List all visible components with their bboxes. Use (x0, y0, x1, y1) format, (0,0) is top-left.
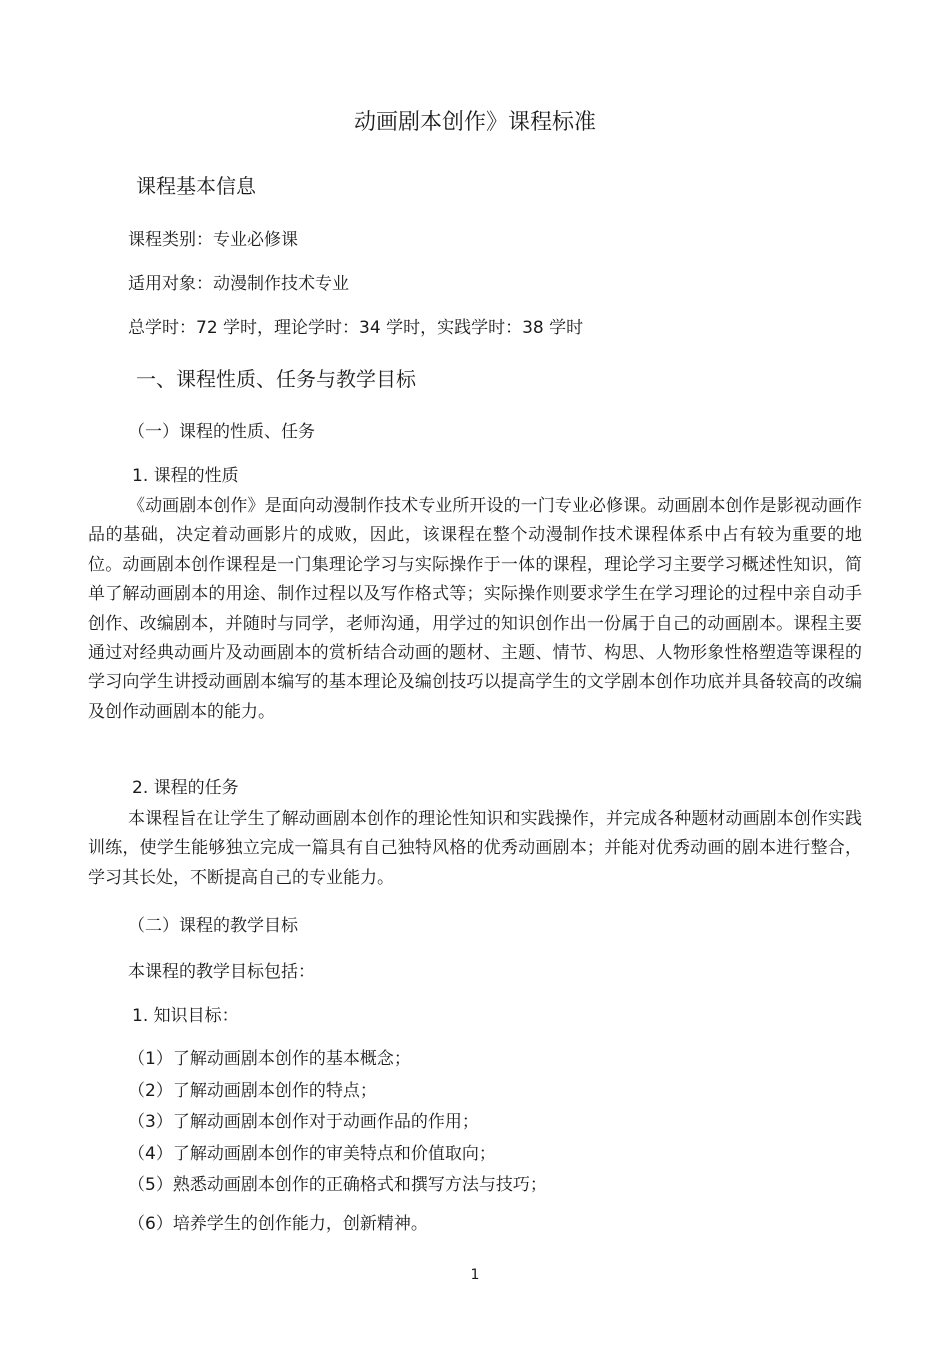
paragraph-course-task: 本课程旨在让学生了解动画剧本创作的理论性知识和实践操作，并完成各种题材动画剧本创作实践训练，使学生能够独立完成一篇具有自己独特风格的优秀动画剧本；并能对优秀动画的剧本进行整合，学习其长处，不断提高自己的专业能力。 (88, 809, 862, 888)
item-label-task: 2. 课程的任务 (132, 778, 239, 798)
page-number: 1 (470, 1267, 480, 1283)
goal-item: （5）熟悉动画剧本创作的正确格式和撰写方法与技巧； (128, 1175, 547, 1195)
document-title: 动画剧本创作》课程标准 (353, 110, 596, 135)
goal-item: （2）了解动画剧本创作的特点； (128, 1081, 377, 1101)
paragraph-course-nature: 《动画剧本创作》是面向动漫制作技术专业所开设的一门专业必修课。动画剧本创作是影视动画作品的基础，决定着动画影片的成败，因此，该课程在整个动漫制作技术课程体系中占有较为重要的地位。动画剧本创作课程是一门集理论学习与实际操作于一体的课程，理论学习主要学习概述性知识，简单了解动画剧本的用途、制作过程以及写作格式等；实际操作则要求学生在学习理论的过程中亲自动手创作、改编剧本，并随时与同学，老师沟通，用学过的知识创作出一份属于自己的动画剧本。课程主要通过对经典动画片及动画剧本的赏析结合动画的题材、主题、情节、构思、人物形象性格塑造等课程的学习向学生讲授动画剧本编写的基本理论及编创技巧以提高学生的文学剧本创作功底并具备较高的改编及创作动画剧本的能力。 (88, 496, 862, 722)
course-category: 课程类别：专业必修课 (128, 230, 298, 250)
goals-intro: 本课程的教学目标包括： (128, 962, 315, 982)
total-hours: 总学时：72 学时，理论学时：34 学时，实践学时：38 学时 (128, 318, 584, 338)
subsection-heading-2: （二）课程的教学目标 (128, 916, 298, 936)
basic-info-heading: 课程基本信息 (136, 174, 256, 198)
section-heading-1: 一、课程性质、任务与教学目标 (136, 367, 416, 391)
subsection-heading-1: （一）课程的性质、任务 (128, 422, 315, 442)
goal-item: （6）培养学生的创作能力，创新精神。 (128, 1214, 428, 1234)
goal-item: （4）了解动画剧本创作的审美特点和价值取向； (128, 1144, 496, 1164)
item-label-nature: 1. 课程的性质 (132, 466, 239, 486)
knowledge-goals-label: 1. 知识目标： (132, 1006, 239, 1026)
target-audience: 适用对象：动漫制作技术专业 (128, 274, 349, 294)
goal-item: （3）了解动画剧本创作对于动画作品的作用； (128, 1112, 479, 1132)
goal-item: （1）了解动画剧本创作的基本概念； (128, 1049, 411, 1069)
